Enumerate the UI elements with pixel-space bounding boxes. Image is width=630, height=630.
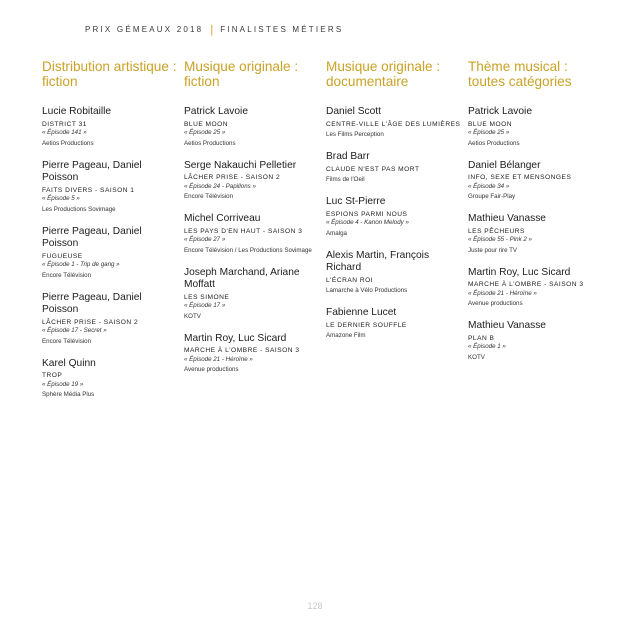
production-company: Avenue productions [468, 300, 523, 307]
finalist-name: Daniel Bélanger [468, 159, 541, 171]
finalist-name: Patrick Lavoie [468, 106, 532, 117]
header-section: FINALISTES MÉTIERS [220, 25, 344, 34]
finalist-name: Serge Nakauchi Pelletier [184, 159, 297, 171]
production-title: CENTRE-VILLE L'ÂGE DES LUMIÈRES [326, 120, 461, 128]
finalist-entry [468, 267, 603, 309]
episode-label: « Épisode 21 - Héroïne » [468, 289, 537, 297]
production-title: LÂCHER PRISE - SAISON 2 [42, 318, 139, 326]
production-title: FAITS DIVERS - SAISON 1 [42, 186, 135, 194]
category-title: Musique originale : documentaire [326, 59, 441, 89]
production-company: Films de l'Oeil [326, 176, 365, 184]
production-title: MARCHE À L'OMBRE - SAISON 3 [184, 347, 300, 354]
episode-label: « Épisode 141 » [42, 129, 87, 137]
finalist-entry [42, 292, 177, 346]
finalist-entry [42, 106, 177, 148]
production-company: Sphère Média Plus [42, 391, 95, 398]
finalist-name: Martin Roy, Luc Sicard [468, 266, 571, 278]
production-title: LES PAYS D'EN HAUT - SAISON 3 [184, 227, 303, 235]
episode-label: « Épisode 24 - Papillons » [184, 182, 256, 190]
finalist-entry [326, 151, 461, 184]
episode-label: « Épisode 25 » [468, 129, 510, 137]
page-number: 128 [307, 601, 323, 611]
production-company: Amalga [326, 229, 347, 237]
finalist-entry [42, 226, 177, 280]
production-company: Lamarche à Vélo Productions [326, 287, 408, 295]
episode-label: « Épisode 25 » [184, 129, 226, 137]
production-company: Les Productions Sovimage [42, 205, 116, 213]
finalist-name: Daniel Scott [326, 106, 381, 117]
finalist-entry [468, 106, 603, 148]
category-title: Musique originale : fiction [184, 59, 299, 89]
production-title: LES SIMONE [184, 293, 230, 301]
finalist-entry [184, 106, 319, 148]
finalist-name: Michel Corriveau [184, 213, 261, 224]
finalist-entry [184, 213, 319, 255]
finalist-name: Pierre Pageau, Daniel Poisson [42, 159, 142, 183]
category-title: Thème musical : toutes catégories [468, 59, 572, 89]
category-column [42, 59, 177, 411]
episode-label: « Épisode 17 » [184, 302, 226, 310]
production-company: Encore Télévision [42, 271, 92, 279]
finalist-entry [184, 267, 319, 321]
production-title: L'ÉCRAN ROI [326, 276, 374, 284]
production-company: Encore Télévision [42, 337, 92, 345]
header-publication: PRIX GÉMEAUX 2018 [85, 25, 204, 34]
finalist-entry [184, 333, 319, 375]
finalist-entry [184, 160, 319, 202]
production-title: LES PÊCHEURS [468, 227, 525, 235]
finalist-entry [468, 160, 603, 202]
episode-label: « Épisode 21 - Héroïne » [184, 355, 253, 363]
production-company: Les Films Perception [326, 131, 384, 139]
production-company: Aetios Productions [42, 139, 94, 147]
production-title: LE DERNIER SOUFFLE [326, 321, 407, 329]
finalist-name: Pierre Pageau, Daniel Poisson [42, 291, 142, 315]
production-company: KOTV [468, 353, 485, 361]
category-column [468, 59, 603, 374]
production-title: DISTRICT 31 [42, 120, 87, 128]
production-company: Encore Télévision / Les Productions Sovimage [184, 246, 312, 254]
category-column [184, 59, 319, 386]
production-title: ESPIONS PARMI NOUS [326, 210, 408, 218]
production-title: PLAN B [468, 334, 495, 342]
finalist-entry [468, 320, 603, 362]
finalist-name: Luc St-Pierre [326, 196, 386, 208]
production-title: FUGUEUSE [42, 252, 83, 260]
episode-label: « Épisode 17 - Secret » [42, 327, 107, 335]
episode-label: « Épisode 27 » [184, 236, 226, 244]
finalist-name: Karel Quinn [42, 357, 96, 369]
finalist-name: Martin Roy, Luc Sicard [184, 332, 287, 344]
finalist-name: Mathieu Vanasse [468, 213, 546, 224]
production-company: Groupe Fair-Play [468, 193, 516, 200]
header-separator: | [210, 24, 214, 36]
production-title: BLUE MOON [184, 120, 229, 128]
episode-label: « Épisode 19 » [42, 380, 84, 388]
finalist-name: Patrick Lavoie [184, 106, 248, 117]
finalist-name: Pierre Pageau, Daniel Poisson [42, 225, 142, 249]
episode-label: « Épisode 34 » [468, 182, 510, 190]
episode-label: « Épisode 1 » [468, 343, 506, 351]
production-title: INFO, SEXE ET MENSONGES [468, 174, 572, 181]
production-company: Aetios Productions [184, 139, 236, 147]
production-title: TROP [42, 372, 63, 379]
finalist-entry [42, 358, 177, 400]
production-company: KOTV [184, 312, 201, 320]
production-company: Encore Télévision [184, 193, 234, 200]
finalist-entry [326, 106, 461, 139]
finalist-name: Lucie Robitaille [42, 106, 112, 117]
production-company: Juste pour rire TV [468, 246, 518, 254]
production-title: BLUE MOON [468, 120, 513, 128]
finalist-entry [326, 250, 461, 296]
category-column [326, 59, 461, 352]
finalist-entry [42, 160, 177, 214]
episode-label: « Épisode 5 » [42, 195, 80, 203]
finalist-entry [468, 213, 603, 255]
episode-label: « Épisode 1 - Trip de gang » [42, 261, 120, 269]
finalist-entry [326, 196, 461, 238]
finalist-name: Alexis Martin, François Richard [326, 249, 430, 274]
production-title: LÂCHER PRISE - SAISON 2 [184, 174, 281, 181]
finalist-entry [326, 307, 461, 340]
finalist-name: Mathieu Vanasse [468, 320, 546, 331]
finalist-name: Joseph Marchand, Ariane Moffatt [184, 266, 300, 290]
episode-label: « Épisode 4 - Kanon Melody » [326, 219, 409, 227]
category-title: Distribution artistique : fiction [42, 59, 177, 89]
production-company: Avenue productions [184, 366, 239, 373]
production-company: Amazone Film [326, 332, 366, 340]
production-title: MARCHE À L'OMBRE - SAISON 3 [468, 281, 584, 288]
production-company: Aetios Productions [468, 139, 520, 147]
production-title: CLAUDE N'EST PAS MORT [326, 165, 420, 173]
finalist-name: Brad Barr [326, 151, 370, 163]
episode-label: « Épisode 55 - Pink 2 » [468, 236, 532, 244]
finalist-name: Fabienne Lucet [326, 307, 397, 319]
page-header [85, 24, 343, 36]
